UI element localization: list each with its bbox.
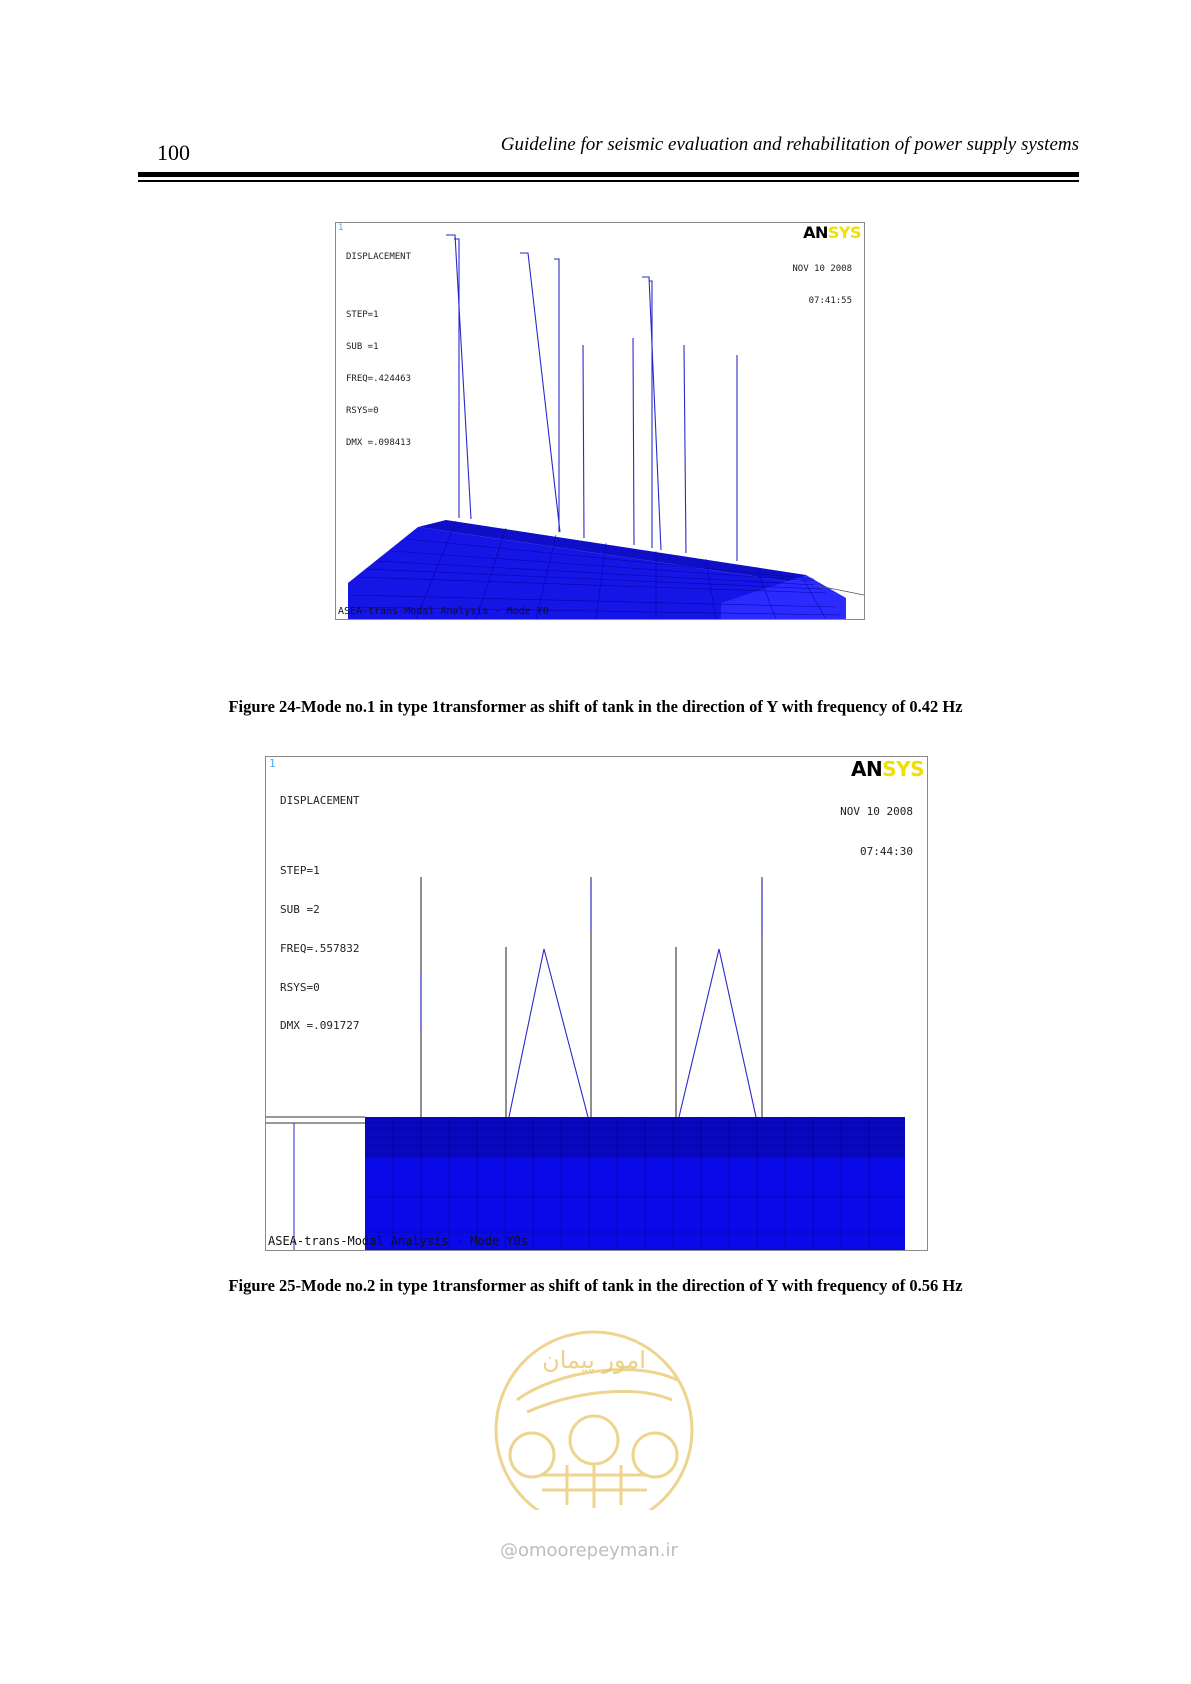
figure-25-image bbox=[265, 756, 928, 1251]
info-sub: SUB =2 bbox=[280, 902, 320, 916]
ansys-logo-an: AN bbox=[850, 757, 883, 781]
page-number: 100 bbox=[157, 140, 190, 165]
result-info-block bbox=[346, 231, 411, 469]
ansys-logo-sys: SYS bbox=[827, 223, 861, 242]
watermark-logo-text: امور پیمان bbox=[542, 1346, 646, 1374]
analysis-title: ASEA-trans-Modal Analysis - Mode Y0 bbox=[338, 606, 549, 617]
time: 07:41:55 bbox=[808, 295, 852, 306]
figure-25-model-drawing bbox=[266, 757, 927, 1250]
info-label: DISPLACEMENT bbox=[346, 252, 412, 263]
figure-25-caption: Figure 25-Mode no.2 in type 1transformer as shift of tank in the direction of Y with frequency of 0.56 Hz bbox=[228, 1276, 963, 1295]
header-rule-thick bbox=[138, 172, 1079, 177]
frame-number: 1 bbox=[269, 757, 276, 770]
figure-24-caption: Figure 24-Mode no.1 in type 1transformer as shift of tank in the direction of Y with frequency of 0.42 Hz bbox=[228, 697, 963, 716]
info-dmx: DMX =.091727 bbox=[280, 1019, 360, 1033]
ansys-logo-an: AN bbox=[803, 223, 828, 242]
frame-number: 1 bbox=[338, 223, 344, 233]
figure-24-image bbox=[335, 222, 865, 620]
info-rsys: RSYS=0 bbox=[346, 405, 379, 416]
info-freq: FREQ=.424463 bbox=[346, 373, 412, 384]
info-sub: SUB =1 bbox=[346, 342, 379, 353]
ansys-logo bbox=[803, 223, 861, 242]
timestamp bbox=[840, 779, 913, 885]
analysis-title: ASEA-trans-Modal Analysis - Mode Y0s bbox=[268, 1234, 529, 1248]
info-dmx: DMX =.098413 bbox=[346, 437, 412, 448]
time: 07:44:30 bbox=[860, 844, 913, 858]
info-rsys: RSYS=0 bbox=[280, 980, 320, 994]
info-label: DISPLACEMENT bbox=[280, 793, 360, 807]
ansys-logo-sys: SYS bbox=[882, 757, 924, 781]
date: NOV 10 2008 bbox=[840, 805, 913, 819]
timestamp bbox=[792, 242, 852, 328]
result-info-block bbox=[280, 769, 359, 1059]
header-rule-thin bbox=[138, 180, 1079, 182]
figure-24-model-drawing bbox=[336, 223, 864, 619]
watermark-logo bbox=[487, 1330, 701, 1510]
watermark-url: @omoorepeyman.ir bbox=[500, 1540, 678, 1561]
info-step: STEP=1 bbox=[346, 310, 379, 321]
info-freq: FREQ=.557832 bbox=[280, 941, 360, 955]
date: NOV 10 2008 bbox=[792, 263, 852, 274]
ansys-logo bbox=[851, 757, 924, 781]
info-step: STEP=1 bbox=[280, 863, 320, 877]
running-title: Guideline for seismic evaluation and rehabilitation of power supply systems bbox=[500, 134, 1079, 155]
